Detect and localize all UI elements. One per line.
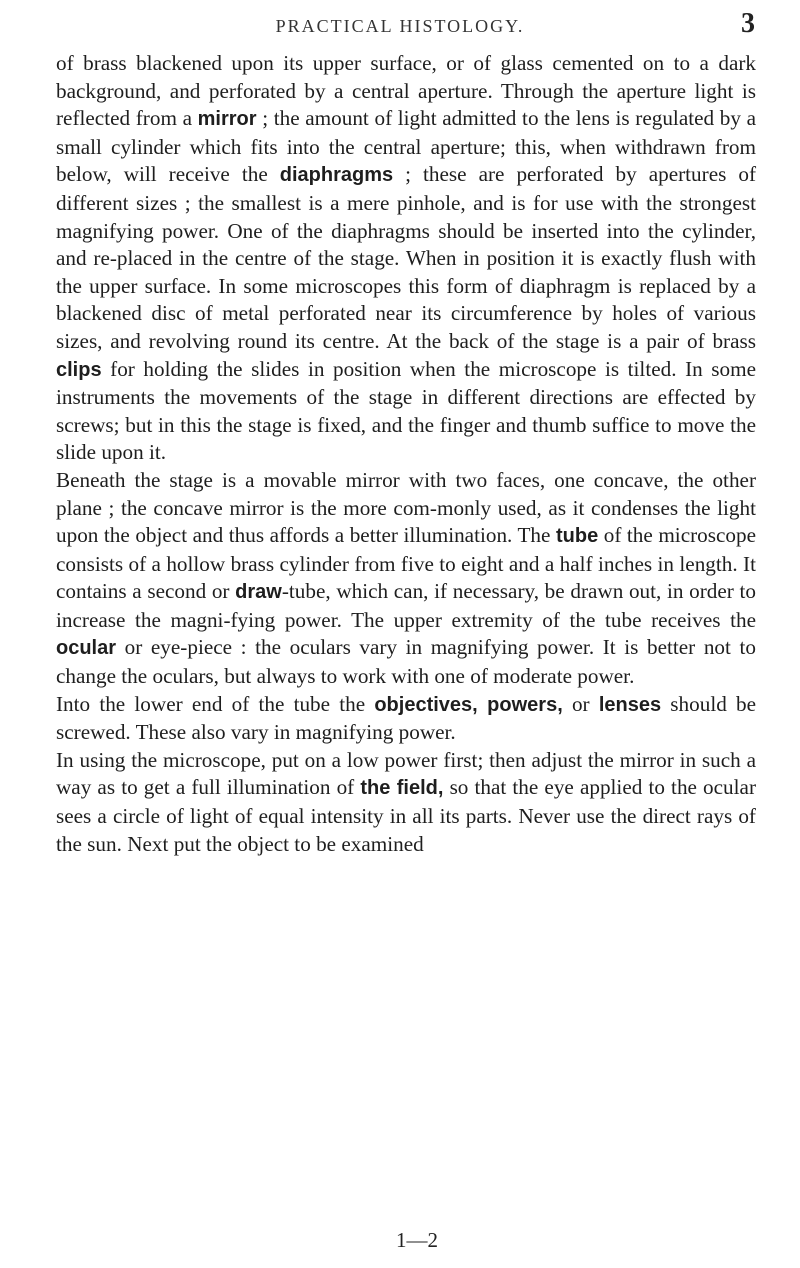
text-run: ; these are perforated by apertures of different sizes ; the smallest is a mere pinhole, and is for use with the strongest magnifying power. One of the diaphragms should be inserted into the cylinder, and re-placed in the centre of the stage. When in position it is exactly flush with the upper surface. In some microscopes this form of diaphragm is replaced by a blackened disc of metal perforated near its circumference by holes of various sizes, and revolving round its centre. At the back of the stage is a pair of brass — [56, 162, 756, 353]
signature-mark: 1—2 — [396, 1228, 438, 1252]
running-head-title: PRACTICAL HISTOLOGY. — [275, 16, 525, 36]
text-run: of the microscope consists of a hollow brass cylinder from five to eight and a half inches in length. It contains a second or — [56, 523, 756, 604]
keyword-term: clips — [56, 358, 102, 381]
keyword-term: objectives, powers, — [374, 693, 563, 716]
keyword-term: the field, — [360, 777, 444, 800]
text-run: Into the lower end of the tube the — [56, 691, 375, 716]
keyword-term: tube — [555, 525, 599, 548]
keyword-term: diaphragms — [279, 164, 394, 187]
text-run: for holding the slides in position when the microscope is tilted. In some instruments the movements of the stage in different directions are effected by screws; but in this the stage is fixed, and the finger and thumb suffice to move the slide upon it. — [56, 356, 756, 465]
paragraph — [56, 467, 756, 691]
page-number: 3 — [741, 8, 755, 39]
text-run: Beneath the stage is a movable mirror with two faces, one concave, the other plane ; the concave mirror is the more com-monly used, as it condenses the light upon the object and thus affords a better illumination. The — [56, 467, 756, 548]
paragraph — [56, 747, 756, 858]
text-run: should be screwed. These also vary in magnifying power. — [56, 691, 756, 745]
paragraph — [56, 50, 756, 467]
text-run: In using the microscope, put on a low power first; then adjust the mirror in such a way as to get a full illumination of — [56, 747, 756, 800]
text-run: so that the eye applied to the ocular sees a circle of light of equal intensity in all its parts. Never use the direct rays of the sun. Next put the object to be examined — [56, 775, 756, 856]
running-head — [0, 10, 800, 40]
keyword-term: mirror — [197, 108, 257, 131]
keyword-term: ocular — [56, 637, 117, 660]
body-text — [56, 50, 756, 858]
text-run: or eye-piece : the oculars vary in magnifying power. It is better not to change the oculars, but always to work with one of moderate power. — [56, 635, 756, 689]
text-run: of brass blackened upon its upper surface, or of glass cemented on to a dark background, and perforated by a central aperture. Through the aperture light is reflected from a — [56, 51, 756, 131]
text-run: or — [562, 691, 599, 716]
text-run: ; the amount of light admitted to the lens is regulated by a small cylinder which fits into the central aperture; this, when withdrawn from below, will receive the — [56, 106, 756, 187]
keyword-term: lenses — [598, 693, 662, 716]
text-run: -tube, which can, if necessary, be drawn out, in order to increase the magni-fying power. The upper extremity of the tube receives the — [56, 579, 756, 632]
keyword-term: draw — [235, 581, 282, 604]
paragraph — [56, 691, 756, 747]
